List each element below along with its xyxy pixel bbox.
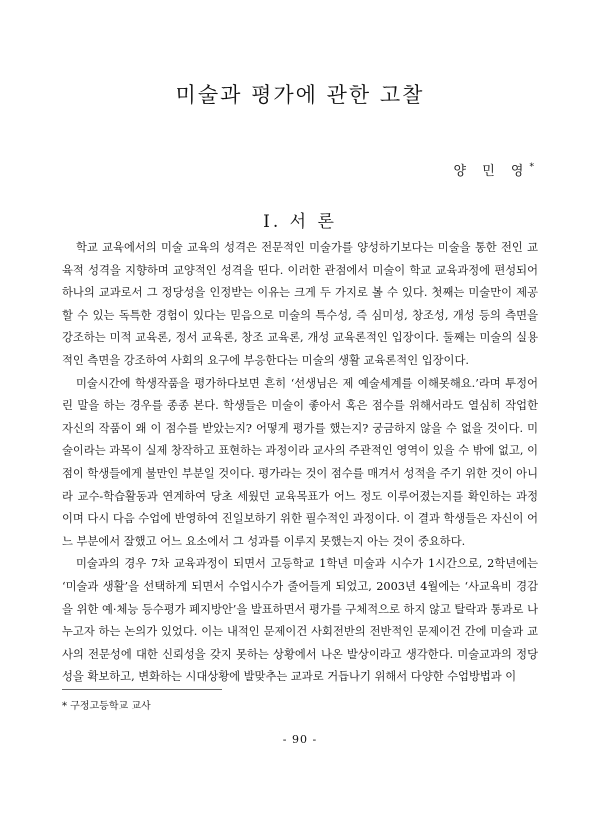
footnote: * 구정고등학교 교사 — [62, 701, 151, 712]
author-line — [454, 160, 534, 179]
page-number: - 90 - — [282, 733, 318, 746]
paragraph: 학교 교육에서의 미술 교육의 성격은 전문적인 미술가를 양성하기보다는 미술을 통한 전인 교육적 성격을 지향하며 교양적인 성격을 띤다. 이러한 관점에서 미술이 학교 교육과정에 편성되어 하나의 교과로서 그 정당성을 인정받는 이유는 크게 두 가지로 볼 수 있다. 첫째는 미술만이 제공할 수 있는 독특한 경험이 있다는 믿음으로 미술의 특수성, 즉 심미성, 창조성, 개성 등의 측면을 강조하는 미적 교육론, 정서 교육론, 창조 교육론, 개성 교육론적인 입장이다. 둘째는 미술의 실용적인 측면을 강조하여 사회의 요구에 부응한다는 미술의 생활 교육론적인 입장이다. — [62, 241, 538, 367]
footnote-divider — [62, 689, 222, 690]
author-name: 양 민 영 — [453, 164, 530, 179]
section-heading: Ⅰ. 서 론 — [263, 212, 337, 232]
paper-title: 미술과 평가에 관한 고찰 — [175, 83, 425, 107]
paragraph: 미술과의 경우 7차 교육과정이 되면서 고등학교 1학년 미술과 시수가 1시간으로, 2학년에는 ‘미술과 생활’을 선택하게 되면서 수업시수가 줄어들게 되었고, 2003년 4월에는 ‘사교육비 경감을 위한 예·체능 등수평가 폐지방안’을 발표하면서 평가를 구체적으로 하지 않고 탈락과 통과로 나누고자 하는 논의가 있었다. 이는 내적인 문제이건 사회전반의 전반적인 문제이건 간에 미술과 교사의 전문성에 대한 신뢰성을 갖지 못하는 상황에서 나온 발상이라고 생각한다. 미술교과의 정당성을 확보하고, 변화하는 시대상황에 발맞추는 교과로 거듭나기 위해서 다양한 수업방법과 이 — [62, 557, 538, 684]
author-footnote-mark: * — [529, 162, 534, 173]
body-text — [62, 237, 538, 689]
paragraph: 미술시간에 학생작품을 평가하다보면 흔히 ‘선생님은 제 예술세계를 이해못해요.’라며 투정어린 말을 하는 경우를 종종 본다. 학생들은 미술이 좋아서 혹은 점수를 위해서라도 열심히 작업한 자신의 작품이 왜 이 점수를 받았는지? 어떻게 평가를 했는지? 궁금하지 않을 수 없을 것이다. 미술이라는 과목이 실제 창작하고 표현하는 과정이라 교사의 주관적인 영역이 있을 수 밖에 없고, 이 점이 학생들에게 불만인 부분일 것이다. 평가라는 것이 점수를 매겨서 성적을 주기 위한 것이 아니라 교수-학습활동과 연계하여 당초 세웠던 교육목표가 어느 정도 이루어졌는지를 확인하는 과정이며 다시 다음 수업에 반영하여 진일보하기 위한 필수적인 과정이다. 이 결과 학생들은 자신이 어느 부분에서 잘했고 어느 요소에서 그 성과를 이루지 못했는지 아는 것이 중요하다. — [62, 376, 538, 548]
